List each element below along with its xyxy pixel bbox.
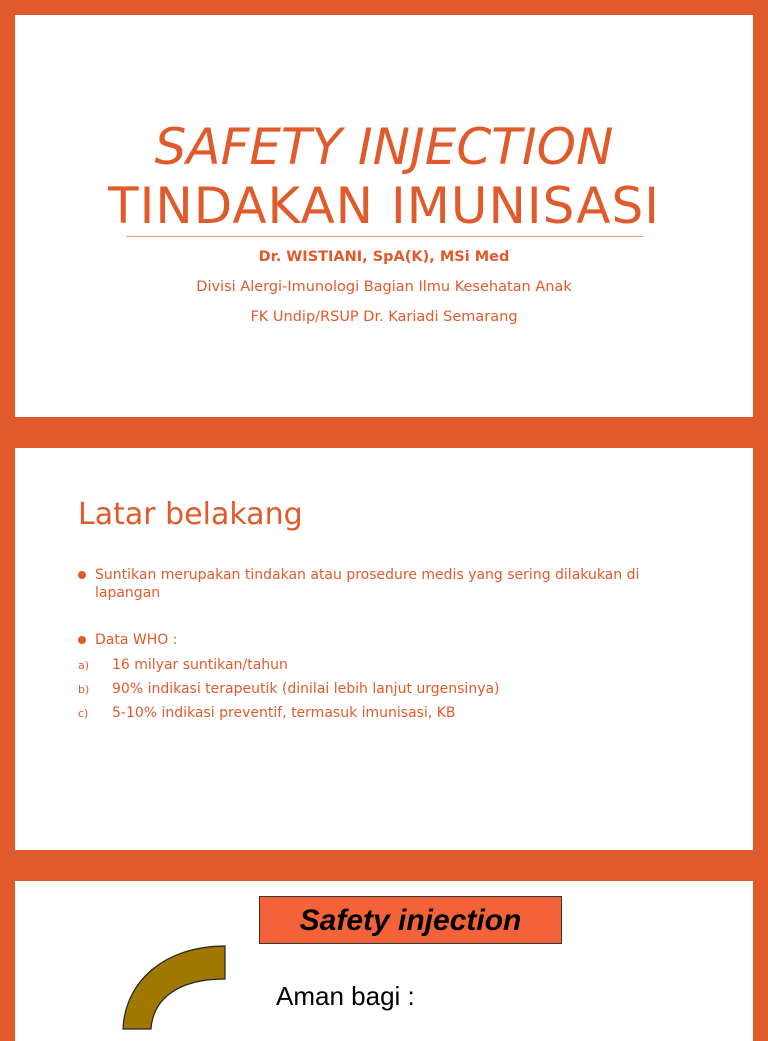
section-heading: Latar belakang	[78, 497, 303, 532]
list-marker: c)	[78, 707, 89, 720]
bullet-dot-icon	[78, 571, 86, 579]
body-text: Aman bagi :	[276, 981, 415, 1011]
list-item-text: 16 milyar suntikan/tahun	[112, 657, 288, 673]
author-name: Dr. WISTIANI, SpA(K), MSi Med	[258, 249, 510, 265]
bullet-text: Data WHO :	[95, 632, 178, 648]
slide-title-line-1: SAFETY INJECTION	[154, 118, 614, 176]
bullet-dot-icon	[78, 636, 86, 644]
slide-3-title: Safety injection	[299, 904, 522, 937]
curved-arrow-shape	[115, 941, 235, 1031]
list-item-text: 90% indikasi terapeutik (dinilai lebih lanjut urgensinya)	[112, 681, 500, 697]
list-marker: a)	[78, 659, 90, 672]
affiliation-division: Divisi Alergi-Imunologi Bagian Ilmu Kesehatan Anak	[196, 279, 572, 295]
bullet-text: Suntikan merupakan tindakan atau prosedure medis yang sering dilakukan di lapangan	[95, 567, 640, 601]
list-marker: b)	[78, 683, 90, 696]
title-divider	[126, 236, 643, 237]
slide-2	[15, 448, 753, 850]
slide-title-line-2: TINDAKAN IMUNISASI	[108, 177, 660, 235]
slide-1	[15, 15, 753, 417]
title-box	[259, 896, 562, 944]
slide-3	[15, 881, 753, 1041]
affiliation-institution: FK Undip/RSUP Dr. Kariadi Semarang	[250, 309, 518, 325]
list-item-text: 5-10% indikasi preventif, termasuk imunisasi, KB	[112, 705, 456, 721]
